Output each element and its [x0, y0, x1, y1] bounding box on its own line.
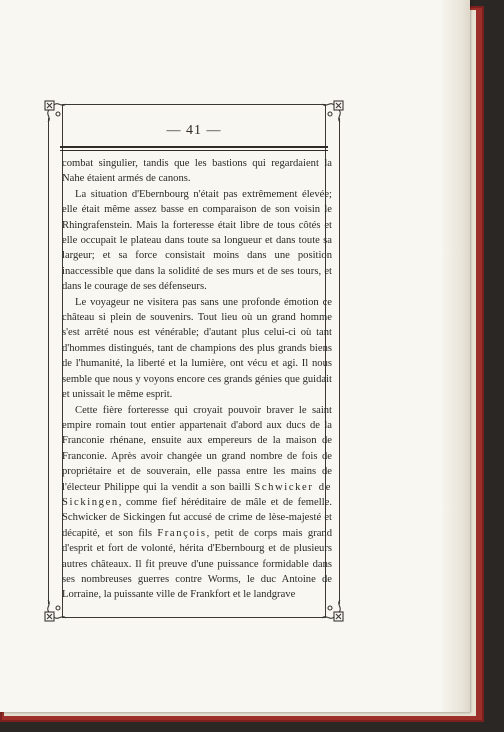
letterspaced-name: François: [157, 527, 207, 539]
letterspaced-name: Schwicker de Sickingen: [62, 481, 332, 508]
paragraph: La situation d'Ebernbourg n'était pas extrêmement élevée; elle était même assez basse en comparaison de son voisin le Rhingrafenstein. Mais la forteresse était libre de tous côtés et elle occupait le plateau dans toute sa longueur et dans toute sa largeur; et sa force consistait moins dans une position inaccessible que dans la solidité de ses murs et de ses tours, et dans le courage de ses défenseurs.: [62, 188, 332, 293]
page-gutter-shadow: [442, 0, 470, 712]
ornamental-frame: [44, 100, 344, 622]
corner-ornament-icon: [318, 98, 346, 126]
paragraph: Le voyageur ne visitera pas sans une profonde émotion ce château si plein de souvenirs. Tout lieu où un grand homme s'est arrêté nous est vénérable; d'autant plus celui-ci où tant d'hommes distingués, tant de champions des plus grands biens de l'humanité, la liberté et la lumière, ont vécu et agi. Il nous semble que nous y voyons encore ces grands génies que guidait et unissait le même esprit.: [62, 296, 332, 401]
text-run: Cette fière forteresse qui croyait pouvoir braver le saint empire romain tout entier appartenait d'abord aux ducs de la Franconie rhénane, ensuite aux empereurs de la maison de Franconie. Après avoir changée un grand nombre de fois de propriétaire et de souverain, elle passa entre les mains de l'électeur Philippe qui la vendit a son bailli: [62, 404, 332, 493]
paragraph: combat singulier, tandis que les bastions qui regardaient la Nahe étaient armés de canons.: [62, 158, 332, 185]
page-number: — 41 —: [166, 123, 222, 138]
paragraph: [62, 403, 332, 603]
corner-ornament-icon: [42, 98, 70, 126]
header-rule: [60, 146, 328, 149]
body-text: [62, 156, 332, 603]
text-run: , comme fief héréditaire de mâle et de femelle. Schwicker de Sickingen fut accusé de crime de lèse-majesté et décapité, et son fils: [62, 496, 332, 539]
text-run: , petit de corps mais grand d'esprit et fort de volonté, hérita d'Ebernbourg et de plusieurs autres châteaux. Il fit preuve d'une puissance formidable dans ses nombreuses guerres contre Worms, le duc Antoine de Lorraine, la puissante ville de Frankfort et le landgrave: [62, 527, 332, 601]
